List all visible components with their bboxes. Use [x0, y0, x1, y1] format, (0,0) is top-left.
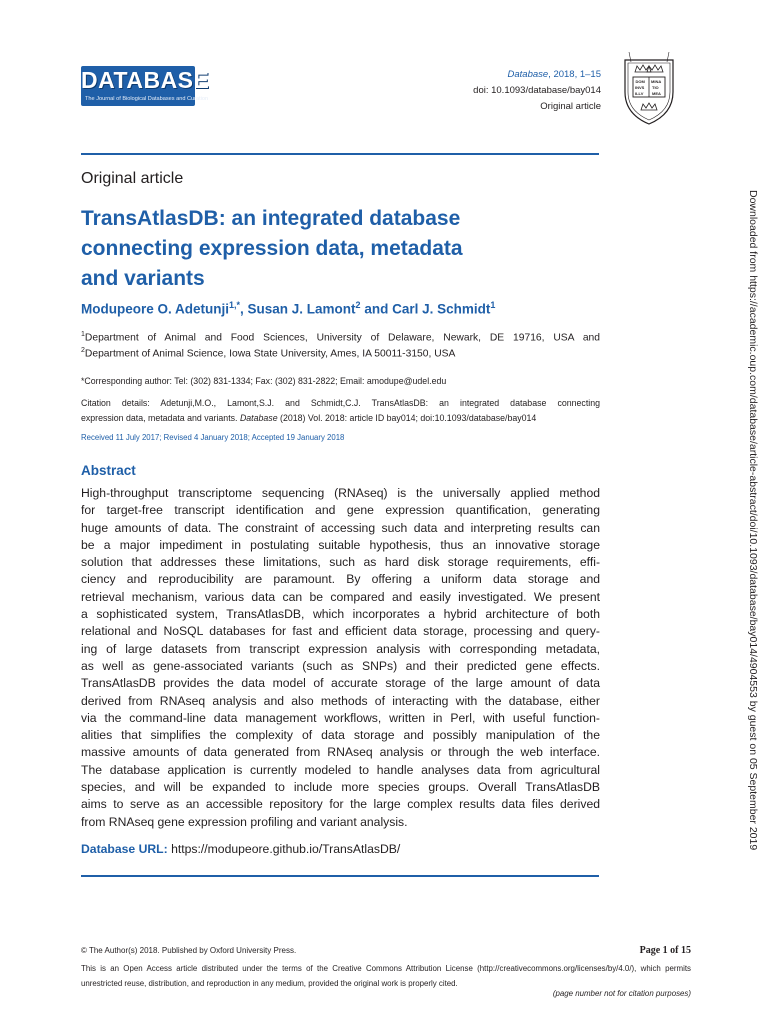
abstract-rule — [81, 875, 599, 877]
author-affiliation-mark: 2 — [355, 300, 361, 310]
abstract-line: ing of large datasets from transcript expression analysis with corresponding metadata, — [81, 641, 600, 656]
citation-text: expression data, metadata and variants. — [81, 413, 240, 423]
article-type: Original article — [540, 101, 601, 112]
citation-journal: Database — [239, 413, 278, 423]
svg-text:MEA: MEA — [652, 91, 661, 96]
citation-disclaimer: (page number not for citation purposes) — [552, 989, 691, 998]
abstract-line: a sophisticated system, TransAtlasDB, which incorporates a hybrid architecture of both — [81, 607, 600, 622]
svg-text:ILLV: ILLV — [635, 91, 644, 96]
download-side-note — [745, 190, 761, 851]
abstract-heading: Abstract — [81, 463, 136, 478]
abstract-line: species, and will be expanded to include more species groups. Overall TransAtlasDB — [81, 780, 600, 795]
svg-text:INVS: INVS — [635, 85, 645, 90]
abstract-line: ciency and reproducibility are paramount. By offering a uniform data storage and — [81, 572, 600, 587]
title-line: TransAtlasDB: an integrated database — [81, 207, 461, 230]
affiliation-number: 1 — [81, 331, 85, 338]
citation-line — [81, 411, 600, 426]
license-text — [81, 961, 691, 991]
journal-logo — [81, 66, 210, 106]
abstract-line: High-throughput transcriptome sequencing (RNAseq) is the universally applied method — [81, 486, 600, 500]
svg-text:TIO: TIO — [652, 85, 659, 90]
database-url — [81, 842, 400, 856]
abstract-line: retrieval mechanism, various data can be compared and easily investigated. We present — [81, 589, 600, 604]
affiliation-text: Department of Animal and Food Sciences, University of Delaware, Newark, DE 19716, USA and — [84, 332, 600, 344]
affiliation-number: 2 — [81, 347, 85, 354]
journal-citation — [508, 69, 602, 80]
logo-word: DATABASE — [81, 67, 210, 93]
database-url-label: Database URL: — [81, 842, 168, 856]
received-dates: Received 11 July 2017; Revised 4 January 2018; Accepted 19 January 2018 — [81, 433, 345, 442]
abstract-line: alities that simplifies the complexity of data storage and possibly manipulation of the — [81, 728, 600, 743]
oxford-seal-icon — [619, 48, 679, 126]
author-affiliation-mark: 1,* — [229, 300, 241, 310]
page-number: Page 1 of 15 — [639, 945, 691, 956]
license-line: unrestricted reuse, distribution, and reproduction in any medium, provided the original work is properly cited. — [81, 979, 458, 988]
author-affiliation-mark: 1 — [490, 300, 496, 310]
author-list — [81, 300, 495, 317]
abstract-line: huge amounts of data. The constraint of accessing such data and interpreting results can — [81, 520, 600, 535]
citation-line: Citation details: Adetunji,M.O., Lamont,S.J. and Schmidt,C.J. TransAtlasDB: an integrated database connecting — [81, 398, 600, 408]
abstract-line: massive amounts of data generated from RNAseq analysis or through the web interface. — [81, 745, 600, 760]
abstract-line: aims to serve as an accessible repository for the large complex results data files derived — [81, 797, 600, 812]
author-name: , Susan J. Lamont — [240, 301, 356, 317]
journal-year-pages: , 2018, 1–15 — [548, 69, 601, 80]
title-line: and variants — [81, 267, 205, 290]
abstract-line: derived from RNAseq analysis and also methods of interacting with the database, either — [81, 693, 600, 708]
abstract-line: from RNAseq gene expression profiling and variant analysis. — [81, 814, 408, 829]
svg-text:MINA: MINA — [651, 79, 662, 84]
abstract-line: TransAtlasDB provides the data model of accurate storage of the large amount of data — [81, 676, 600, 691]
affiliation-text: Department of Animal Science, Iowa State University, Ames, IA 50011-3150, USA — [84, 348, 456, 360]
abstract-line: relational and NoSQL databases for fast and efficient data storage, processing and query- — [81, 624, 600, 639]
corresponding-author: *Corresponding author: Tel: (302) 831-1334; Fax: (302) 831-2822; Email: amodupe@udel.edu — [81, 376, 447, 386]
affiliation — [81, 347, 600, 359]
author-name: and Carl J. Schmidt — [360, 301, 491, 317]
section-label: Original article — [81, 170, 184, 187]
citation-text: (2018) Vol. 2018: article ID bay014; doi:10.1093/database/bay014 — [277, 413, 537, 423]
abstract-line: solution that addresses these limitations, such as hard disk storage requirements, effi- — [81, 555, 600, 570]
author-name: Modupeore O. Adetunji — [81, 301, 229, 317]
citation-details — [81, 396, 600, 426]
abstract-body — [81, 485, 600, 831]
download-side-text: Downloaded from https://academic.oup.com/database/article-abstract/doi/10.1093/database/bay014/4904553 by guest on 05 September 2019 — [747, 190, 759, 851]
affiliation — [81, 331, 600, 343]
doi: doi: 10.1093/database/bay014 — [473, 85, 601, 96]
abstract-line: for target-free transcript identification and gene expression quantification, generating — [81, 503, 600, 518]
logo-tagline: The Journal of Biological Databases and Curation — [85, 96, 209, 102]
abstract-line: as well as gene-associated variants (such as SNPs) and their predicted gene effects. — [81, 658, 600, 673]
header-rule — [81, 153, 599, 155]
journal-name: Database — [507, 69, 549, 80]
license-line: This is an Open Access article distributed under the terms of the Creative Commons Attribution License (http://creativecommons.org/licenses/by/4.0/), which permits — [81, 964, 691, 973]
svg-text:DOM: DOM — [635, 79, 645, 84]
article-title — [81, 204, 601, 294]
copyright: © The Author(s) 2018. Published by Oxford University Press. — [81, 946, 297, 955]
abstract-line: The database application is currently modeled to handle analyses data from agricultural — [81, 762, 600, 777]
title-line: connecting expression data, metadata — [81, 237, 463, 260]
abstract-line: be a major impediment in postulating suitable hypothesis, thus an innovative storage — [81, 537, 600, 552]
abstract-line: via the command-line data management workflows, written in Perl, with useful function- — [81, 710, 600, 725]
database-url-link[interactable]: https://modupeore.github.io/TransAtlasDB/ — [171, 842, 401, 856]
